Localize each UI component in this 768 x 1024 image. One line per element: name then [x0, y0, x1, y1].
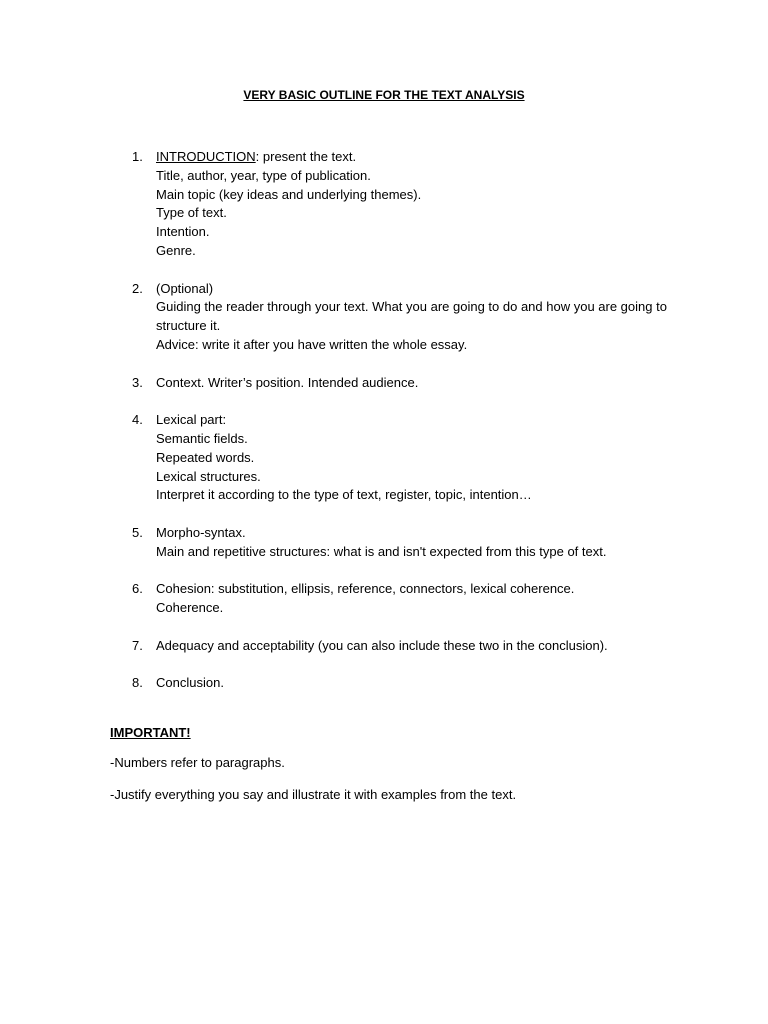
item-line: Genre.: [156, 242, 196, 258]
item-line: Intention.: [156, 224, 210, 240]
item-lead: Cohesion: substitution, ellipsis, reference, connectors, lexical coherence.: [156, 581, 575, 597]
outline-item-2: [110, 280, 670, 355]
item-lead: (Optional): [156, 280, 214, 296]
outline-item-7: [110, 637, 670, 656]
item-number: 1.: [132, 149, 143, 164]
outline-item-6: [110, 580, 670, 618]
item-line: Title, author, year, type of publication.: [156, 167, 371, 183]
item-line: Guiding the reader through your text. What you are going to do and how you are going to structure it.: [156, 299, 667, 334]
item-line: Semantic fields.: [156, 430, 248, 446]
document-title: VERY BASIC OUTLINE FOR THE TEXT ANALYSIS: [243, 88, 525, 102]
outline-list: [110, 148, 670, 712]
item-line: Type of text.: [156, 205, 227, 221]
item-lead: Conclusion.: [156, 675, 224, 691]
item-number: 8.: [132, 675, 143, 691]
introduction-label: INTRODUCTION: [156, 149, 256, 164]
item-number: 2.: [132, 280, 143, 296]
important-heading: IMPORTANT!: [110, 725, 191, 740]
outline-item-4: [110, 411, 670, 505]
item-lead: [156, 148, 670, 167]
item-line: Main topic (key ideas and underlying themes).: [156, 186, 422, 202]
item-number: 4.: [132, 412, 143, 428]
item-number: 5.: [132, 524, 143, 540]
item-lead: Adequacy and acceptability (you can also include these two in the conclusion).: [156, 637, 608, 653]
item-line: Lexical structures.: [156, 468, 261, 484]
item-line: Main and repetitive structures: what is and isn't expected from this type of text.: [156, 543, 607, 559]
introduction-rest: : present the text.: [255, 149, 357, 164]
item-lead: Lexical part:: [156, 412, 227, 428]
item-number: 3.: [132, 374, 143, 390]
item-lead: Context. Writer’s position. Intended audience.: [156, 374, 419, 390]
outline-item-5: [110, 524, 670, 562]
outline-item-8: [110, 674, 670, 693]
item-line: Coherence.: [156, 600, 224, 616]
item-line: Interpret it according to the type of text, register, topic, intention…: [156, 487, 532, 503]
item-number: 6.: [132, 581, 143, 597]
item-line: Repeated words.: [156, 449, 255, 465]
item-lead: Morpho-syntax.: [156, 524, 246, 540]
note-justify: -Justify everything you say and illustrate it with examples from the text.: [110, 787, 517, 802]
note-paragraphs: -Numbers refer to paragraphs.: [110, 755, 285, 770]
item-number: 7.: [132, 637, 143, 653]
outline-item-1: [110, 148, 670, 261]
outline-item-3: [110, 374, 670, 393]
item-line: Advice: write it after you have written the whole essay.: [156, 336, 468, 352]
